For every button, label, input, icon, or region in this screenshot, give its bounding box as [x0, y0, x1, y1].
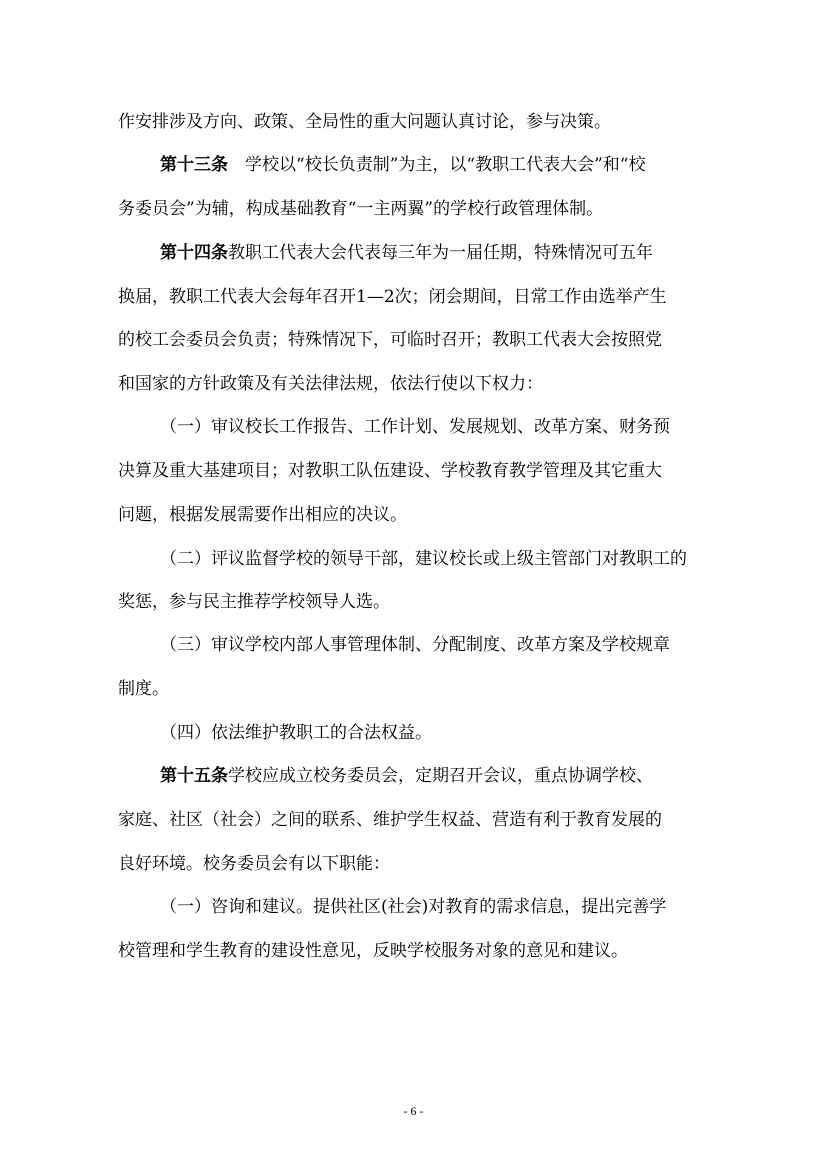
text-line: （二）评议监督学校的领导干部，建议校长或上级主管部门对教职工的	[160, 549, 687, 569]
article-heading: 第十三条	[160, 155, 228, 175]
page-number: - 6 -	[403, 1104, 424, 1118]
text-line: 家庭、社区（社会）之间的联系、维护学生权益、营造有利于教育发展的	[118, 810, 662, 830]
text-line: 决算及重大基建项目；对教职工队伍建设、学校教育教学管理及其它重大	[118, 461, 662, 481]
text-line: 作安排涉及方向、政策、全局性的重大问题认真讨论，参与决策。	[118, 112, 611, 132]
text-line: （三）审议学校内部人事管理体制、分配制度、改革方案及学校规章	[160, 635, 670, 655]
article-15-line: 第十五条学校应成立校务委员会，定期召开会议，重点协调学校、	[160, 766, 653, 786]
text-line: 奖惩，参与民主推荐学校领导人选。	[118, 592, 390, 612]
text-line: 制度。	[118, 679, 169, 699]
text-line: （一）咨询和建议。提供社区(社会)对教育的需求信息，提出完善学	[160, 897, 667, 917]
text-line: 和国家的方针政策及有关法律法规，依法行使以下权力：	[118, 374, 543, 394]
article-14-line: 第十四条教职工代表大会代表每三年为一届任期，特殊情况可五年	[160, 243, 653, 263]
article-heading: 第十四条	[160, 243, 228, 263]
text-line: 务委员会”为辅，构成基础教育“一主两翼”的学校行政管理体制。	[118, 199, 604, 219]
article-heading: 第十五条	[160, 766, 228, 786]
text-line: 校管理和学生教育的建设性意见，反映学校服务对象的意见和建议。	[118, 941, 628, 961]
article-13-line: 第十三条 学校以“校长负责制”为主，以“教职工代表大会”和“校	[160, 155, 646, 175]
text-line: 的校工会委员会负责；特殊情况下，可临时召开；教职工代表大会按照党	[118, 330, 662, 350]
text-line: 良好环境。校务委员会有以下职能：	[118, 854, 390, 874]
text-line: （一）审议校长工作报告、工作计划、发展规划、改革方案、财务预	[160, 417, 670, 437]
text-line: 换届，教职工代表大会每年召开1—2次；闭会期间，日常工作由选举产生	[118, 287, 667, 307]
text-line: （四）依法维护教职工的合法权益。	[160, 723, 432, 743]
text-line: 问题，根据发展需要作出相应的决议。	[118, 505, 407, 525]
